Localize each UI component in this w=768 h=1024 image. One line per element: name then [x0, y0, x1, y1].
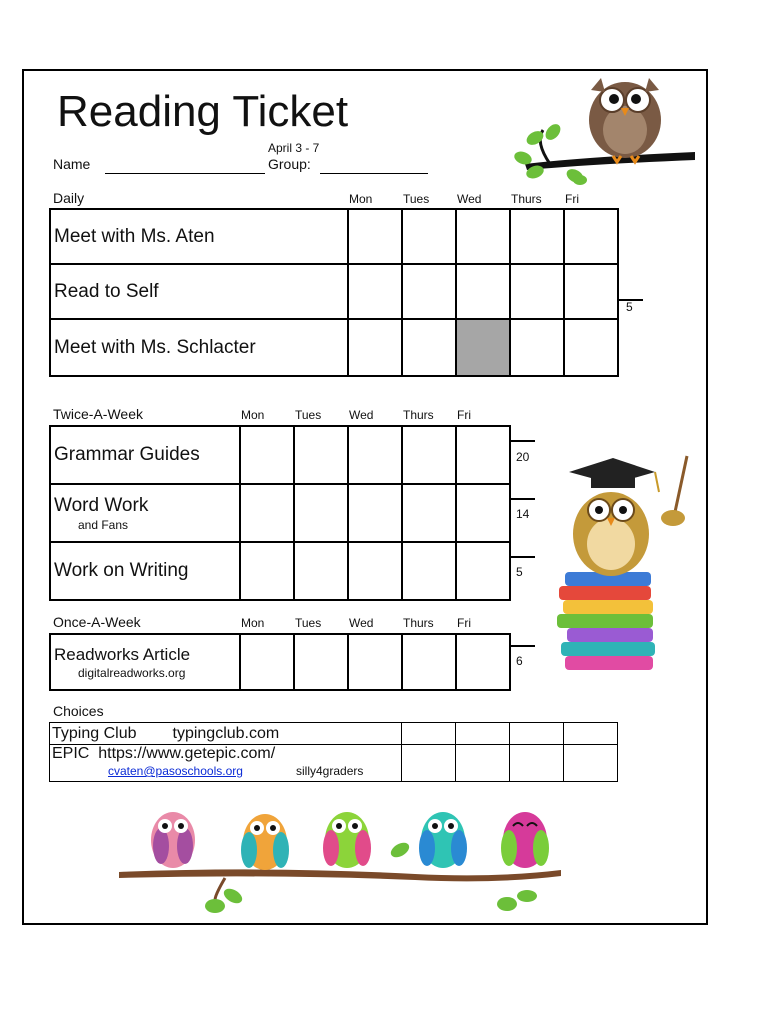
once-day-wed: Wed	[349, 616, 374, 630]
daily-table	[49, 208, 619, 377]
email-link[interactable]: cvaten@pasoschools.org	[108, 764, 243, 778]
once-day-fri: Fri	[457, 616, 471, 630]
checkbox-cell[interactable]	[348, 634, 402, 690]
task-name: Word Work	[54, 494, 149, 516]
table-row	[50, 319, 618, 376]
table-row	[50, 264, 618, 319]
checkbox-cell[interactable]	[348, 319, 402, 376]
count-tick	[509, 645, 535, 647]
choices-table	[49, 722, 618, 782]
table-row	[50, 634, 510, 690]
twice-day-thurs: Thurs	[403, 408, 434, 422]
daily-heading: Daily	[53, 190, 85, 206]
checkbox-cell[interactable]	[456, 484, 510, 542]
checkbox-cell[interactable]	[456, 634, 510, 690]
checkbox-cell[interactable]	[402, 319, 456, 376]
group-label: Group:	[268, 156, 311, 172]
twice-task-label	[50, 426, 240, 484]
checkbox-cell[interactable]	[294, 426, 348, 484]
checkbox-cell[interactable]	[564, 723, 618, 745]
shaded-cell	[456, 319, 510, 376]
once-heading: Once-A-Week	[53, 614, 141, 630]
checkbox-cell[interactable]	[564, 209, 618, 264]
daily-day-fri: Fri	[565, 192, 579, 206]
checkbox-cell[interactable]	[510, 745, 564, 782]
once-day-mon: Mon	[241, 616, 265, 630]
daily-task-label: Meet with Ms. Aten	[50, 209, 348, 264]
checkbox-cell[interactable]	[348, 264, 402, 319]
once-table	[49, 633, 511, 691]
checkbox-cell[interactable]	[402, 745, 456, 782]
checkbox-cell[interactable]	[456, 542, 510, 600]
checkbox-cell[interactable]	[510, 319, 564, 376]
checkbox-cell[interactable]	[456, 426, 510, 484]
task-subtitle: digitalreadworks.org	[78, 665, 186, 680]
choice-site: https://www.getepic.com/	[98, 745, 276, 762]
owl-on-branch-illustration	[505, 72, 700, 190]
checkbox-cell[interactable]	[348, 209, 402, 264]
name-field-line[interactable]	[105, 173, 265, 174]
checkbox-cell[interactable]	[456, 723, 510, 745]
checkbox-cell[interactable]	[294, 634, 348, 690]
once-task-label	[50, 634, 240, 690]
choice-site: typingclub.com	[172, 724, 280, 742]
choice-typing-club	[50, 723, 402, 745]
checkbox-cell[interactable]	[240, 426, 294, 484]
checkbox-cell[interactable]	[348, 542, 402, 600]
date-range: April 3 - 7	[268, 141, 320, 155]
once-day-tues: Tues	[295, 616, 322, 630]
count-tick	[509, 498, 535, 500]
task-subtitle: and Fans	[78, 517, 129, 532]
table-row	[50, 723, 618, 745]
checkbox-cell[interactable]	[348, 484, 402, 542]
checkbox-cell[interactable]	[294, 542, 348, 600]
checkbox-cell[interactable]	[402, 542, 456, 600]
daily-day-mon: Mon	[349, 192, 373, 206]
checkbox-cell[interactable]	[240, 542, 294, 600]
daily-day-thurs: Thurs	[511, 192, 542, 206]
checkbox-cell[interactable]	[402, 484, 456, 542]
choice-epic	[50, 745, 402, 782]
checkbox-cell[interactable]	[402, 264, 456, 319]
choice-name: EPIC	[52, 745, 90, 762]
checkbox-cell[interactable]	[456, 209, 510, 264]
twice-count: 14	[516, 507, 530, 521]
twice-day-mon: Mon	[241, 408, 265, 422]
twice-day-tues: Tues	[295, 408, 322, 422]
table-row	[50, 426, 510, 484]
checkbox-cell[interactable]	[510, 264, 564, 319]
checkbox-cell[interactable]	[456, 745, 510, 782]
daily-task-label: Read to Self	[50, 264, 348, 319]
twice-heading: Twice-A-Week	[53, 406, 143, 422]
checkbox-cell[interactable]	[402, 723, 456, 745]
daily-day-wed: Wed	[457, 192, 482, 206]
group-field-line[interactable]	[320, 173, 428, 174]
twice-task-label	[50, 484, 240, 542]
once-count: 6	[516, 654, 523, 668]
task-name: Grammar Guides	[54, 444, 200, 465]
choice-name: Typing Club	[52, 724, 137, 742]
daily-task-label: Meet with Ms. Schlacter	[50, 319, 348, 376]
checkbox-cell[interactable]	[240, 634, 294, 690]
checkbox-cell[interactable]	[402, 209, 456, 264]
choices-heading: Choices	[53, 703, 104, 719]
daily-count: 5	[626, 300, 633, 314]
name-label: Name	[53, 156, 91, 172]
twice-count: 5	[516, 565, 523, 579]
twice-table	[49, 425, 511, 601]
twice-task-label	[50, 542, 240, 600]
checkbox-cell[interactable]	[348, 426, 402, 484]
once-day-thurs: Thurs	[403, 616, 434, 630]
checkbox-cell[interactable]	[510, 723, 564, 745]
table-row	[50, 745, 618, 782]
checkbox-cell[interactable]	[564, 264, 618, 319]
checkbox-cell[interactable]	[564, 319, 618, 376]
table-row	[50, 484, 510, 542]
teacher-owl-books-illustration	[555, 452, 703, 674]
table-row	[50, 542, 510, 600]
password-text: silly4graders	[296, 764, 364, 778]
checkbox-cell[interactable]	[402, 426, 456, 484]
checkbox-cell[interactable]	[456, 264, 510, 319]
owls-on-branch-illustration	[115, 800, 565, 918]
checkbox-cell[interactable]	[240, 484, 294, 542]
checkbox-cell[interactable]	[294, 484, 348, 542]
page-title: Reading Ticket	[57, 87, 349, 136]
checkbox-cell[interactable]	[564, 745, 618, 782]
twice-day-fri: Fri	[457, 408, 471, 422]
daily-day-tues: Tues	[403, 192, 430, 206]
checkbox-cell[interactable]	[402, 634, 456, 690]
task-name: Readworks Article	[54, 644, 191, 664]
count-tick	[509, 556, 535, 558]
checkbox-cell[interactable]	[510, 209, 564, 264]
twice-day-wed: Wed	[349, 408, 374, 422]
task-name: Work on Writing	[54, 560, 189, 581]
twice-count: 20	[516, 450, 530, 464]
table-row	[50, 209, 618, 264]
count-tick	[509, 440, 535, 442]
